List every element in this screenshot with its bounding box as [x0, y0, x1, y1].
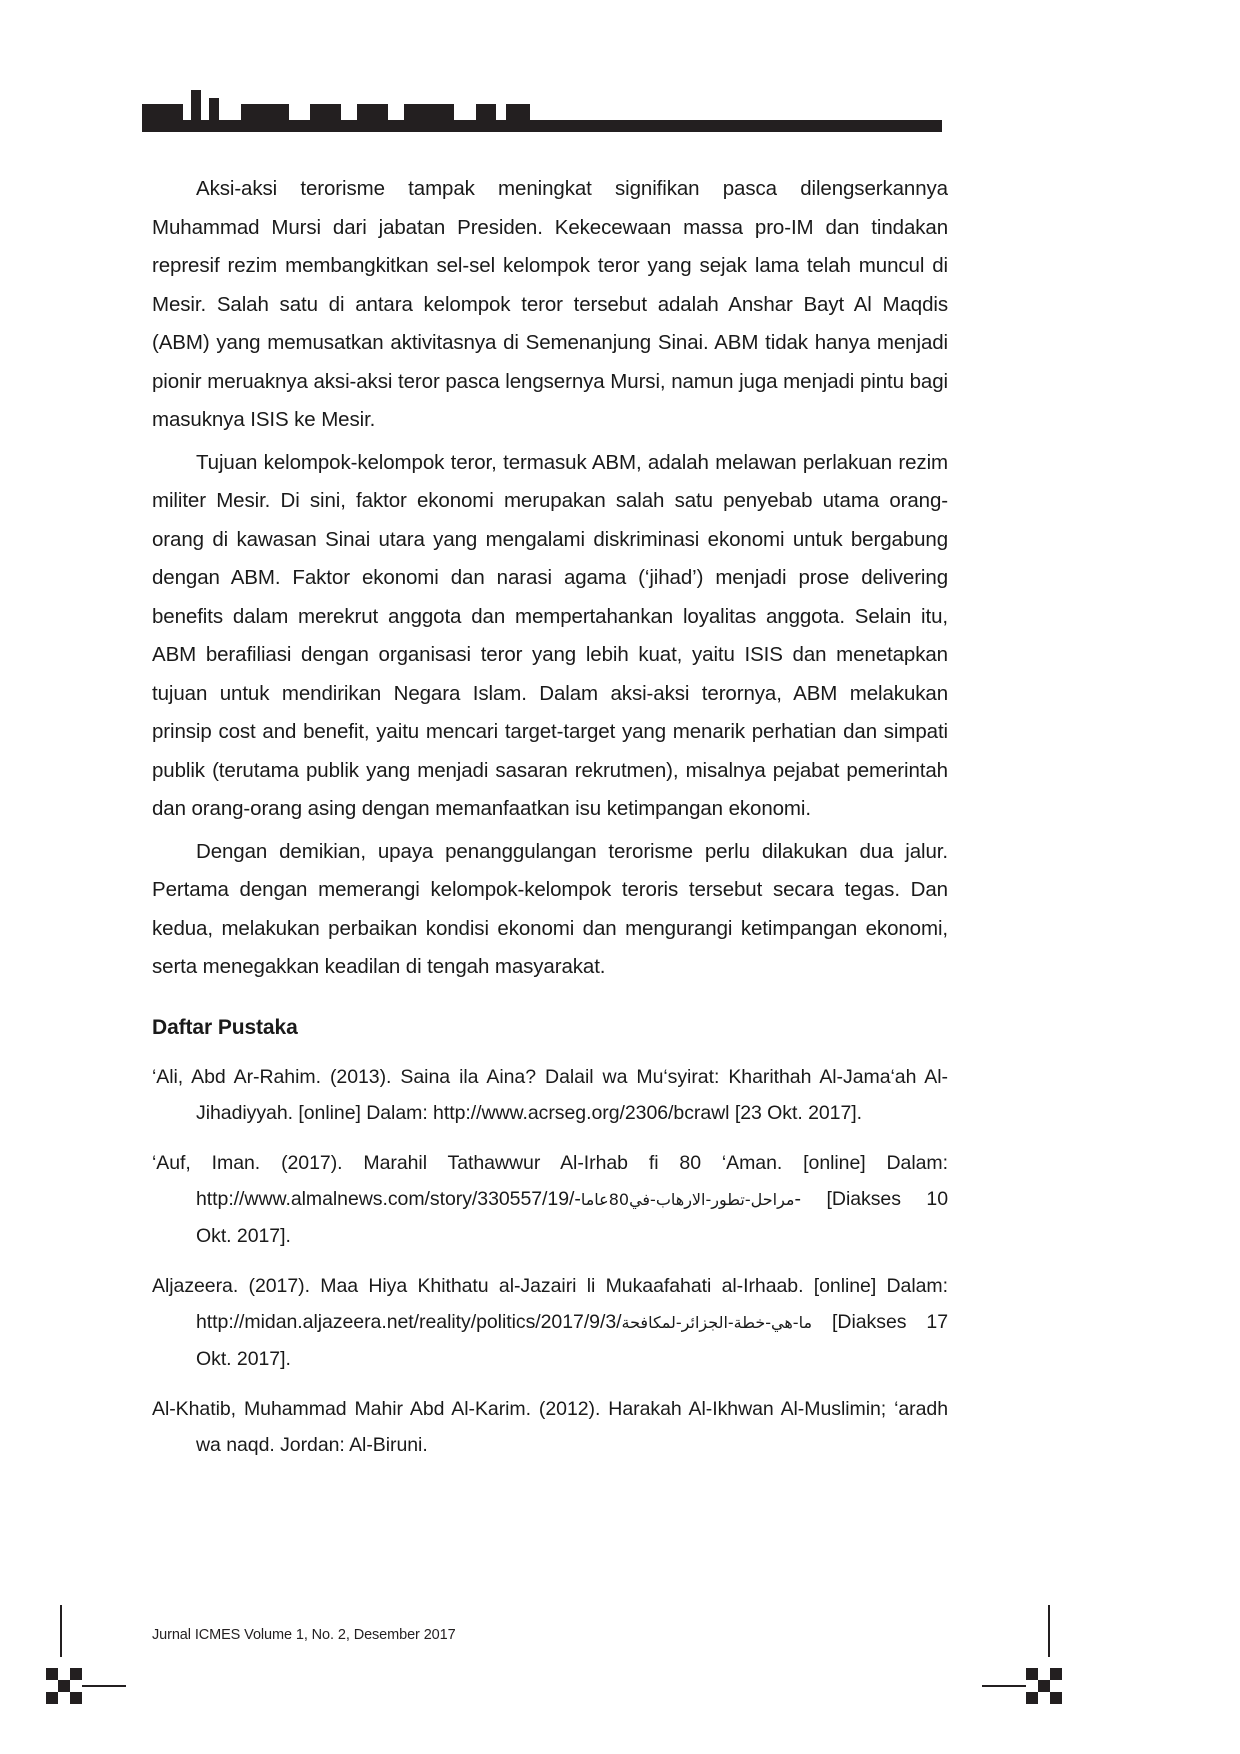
bibliography-entry	[152, 1059, 948, 1131]
trim-rule-left	[60, 1605, 62, 1657]
reference-text: ‘Auf, Iman. (2017). Marahil Tathawwur Al-Irhab fi 80 ‘Aman. [online] Dalam: http://www.almalnews.com/story/330557/19/-	[152, 1151, 948, 1210]
footer-citation: Jurnal ICMES Volume 1, No. 2, Desember 2017	[152, 1627, 456, 1643]
body-paragraph-3: Dengan demikian, upaya penanggulangan terorisme perlu dilakukan dua jalur. Pertama dengan memerangi kelompok-kelompok teroris tersebut secara tegas. Dan kedua, melakukan perbaikan kondisi ekonomi dan mengurangi ketimpangan ekonomi, serta menegakkan keadilan di tengah masyarakat.	[152, 839, 948, 978]
trim-rule-right	[1048, 1605, 1050, 1657]
reference-arabic-fragment: مراحل-تطور-الارهاب-في80عاما	[580, 1189, 795, 1209]
corner-mark-bottom-left	[46, 1668, 126, 1710]
bibliography-entry	[152, 1145, 948, 1254]
reference-text: Al-Khatib, Muhammad Mahir Abd Al-Karim. (2012). Harakah Al-Ikhwan Al-Muslimin; ‘aradh wa naqd. Jordan: Al-Biruni.	[152, 1397, 948, 1456]
corner-mark-bottom-right	[982, 1668, 1062, 1710]
body-paragraph-1: Aksi-aksi terorisme tampak meningkat signifikan pasca dilengserkannya Muhammad Mursi dari jabatan Presiden. Kekecewaan massa pro-IM dan tindakan represif rezim membangkitkan sel-sel kelompok teror yang sejak lama telah muncul di Mesir. Salah satu di antara kelompok teror tersebut adalah Anshar Bayt Al Maqdis (ABM) yang memusatkan aktivitasnya di Semenanjung Sinai. ABM tidak hanya menjadi pionir meruaknya aksi-aksi teror pasca lengsernya Mursi, namun juga menjadi pintu bagi masuknya ISIS ke Mesir.	[152, 177, 948, 431]
bibliography-entry	[152, 1391, 948, 1463]
bibliography-list	[152, 1059, 948, 1463]
bibliography-entry	[152, 1268, 948, 1377]
body-paragraph-2: Tujuan kelompok-kelompok teror, termasuk ABM, adalah melawan perlakuan rezim militer Mesir. Di sini, faktor ekonomi merupakan salah satu penyebab utama orang-orang di kawasan Sinai utara yang mengalami diskriminasi ekonomi untuk bergabung dengan ABM. Faktor ekonomi dan narasi agama (‘jihad’) menjadi prose delivering benefits dalam merekrut anggota dan mempertahankan loyalitas anggota. Selain itu, ABM berafiliasi dengan organisasi teror yang lebih kuat, yaitu ISIS dan menetapkan tujuan untuk mendirikan Negara Islam. Dalam aksi-aksi terornya, ABM melakukan prinsip cost and benefit, yaitu mencari target-target yang menarik perhatian dan simpati publik (terutama publik yang menjadi sasaran rekrutmen), misalnya pejabat pemerintah dan orang-orang asing dengan memanfaatkan isu ketimpangan ekonomi.	[152, 450, 948, 820]
reference-text: Aljazeera. (2017). Maa Hiya Khithatu al-Jazairi li Mukaafahati al-Irhaab. [online] Dalam: http://midan.aljazeera.net/reality/politics/2017/9/3/	[152, 1274, 948, 1333]
reference-text: ‘Ali, Abd Ar-Rahim. (2013). Saina ila Aina? Dalail wa Mu‘syirat: Kharithah Al-Jama‘ah Al-Jihadiyyah. [online] Dalam: http://www.acrseg.org/2306/bcrawl [23 Okt. 2017].	[152, 1065, 948, 1124]
reference-text: - [Diakses 10 Okt. 2017].	[196, 1187, 948, 1247]
page-content	[152, 170, 948, 1477]
bibliography-heading: Daftar Pustaka	[152, 1015, 298, 1039]
header-decoration	[142, 90, 942, 132]
reference-arabic-fragment: ما-هي-خطة-الجزائر-لمكافحة	[621, 1312, 813, 1332]
reference-text: [Diakses 17 Okt. 2017].	[196, 1310, 948, 1370]
